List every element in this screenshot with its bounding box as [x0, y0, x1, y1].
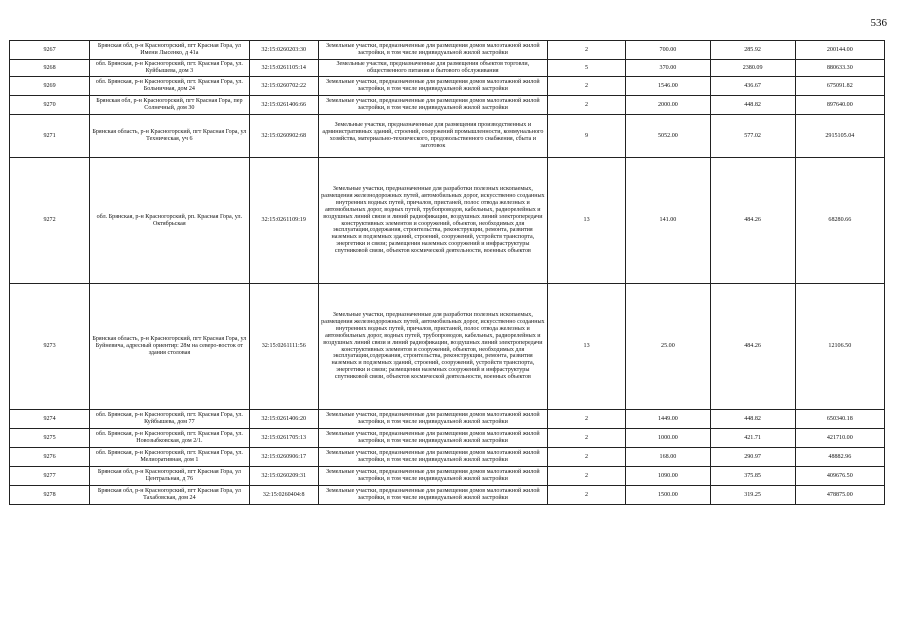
land-use-cell: Земельные участки, предназначенные для размещения домов малоэтажной жилой застройки, в том числе индивидуальной жилой застройки	[318, 448, 547, 467]
cadastral-number-cell: 32:15:0261109:19	[249, 158, 318, 284]
cadastral-cost-cell: 650340.18	[795, 410, 884, 429]
row-number: 9271	[10, 115, 90, 158]
cadastral-number-cell: 32:15:0260906:17	[249, 448, 318, 467]
group-cell: 9	[547, 115, 625, 158]
table-row	[10, 410, 885, 429]
rate-cell: 2380.09	[710, 60, 795, 77]
cadastral-number-cell: 32:15:0260702:22	[249, 77, 318, 96]
area-cell: 25.00	[626, 284, 710, 410]
area-cell: 168.00	[626, 448, 710, 467]
land-use-cell: Земельные участки, предназначенные для размещения производственных и административных зданий, строений, сооружений промышленности, коммунального хозяйства, материально-технического, продовольственного снабжения, сбыта и заготовок	[318, 115, 547, 158]
row-number: 9278	[10, 486, 90, 505]
table-row	[10, 486, 885, 505]
area-cell: 5052.00	[626, 115, 710, 158]
table-row	[10, 77, 885, 96]
group-cell: 5	[547, 60, 625, 77]
row-number: 9268	[10, 60, 90, 77]
rate-cell: 448.82	[710, 96, 795, 115]
row-number: 9272	[10, 158, 90, 284]
table-row	[10, 284, 885, 410]
address-cell: обл. Брянская, р-н Красногорский, рп. Красная Гора, ул. Октябрьская	[90, 158, 250, 284]
cadastral-cost-cell: 68280.66	[795, 158, 884, 284]
address-cell: Брянская обл, р-н Красногорский, пгт Красная Гора, ул Тахабовская, дом 24	[90, 486, 250, 505]
table-row	[10, 41, 885, 60]
land-use-cell: Земельные участки, предназначенные для размещения домов малоэтажной жилой застройки, в том числе индивидуальной жилой застройки	[318, 467, 547, 486]
table-row	[10, 115, 885, 158]
group-cell: 2	[547, 467, 625, 486]
row-number: 9269	[10, 77, 90, 96]
table-row	[10, 158, 885, 284]
address-cell: обл. Брянская, р-н Красногорский, пгт. Красная Гора, ул. Больничная, дом 24	[90, 77, 250, 96]
land-use-cell: Земельные участки, предназначенные для размещения домов малоэтажной жилой застройки, в том числе индивидуальной жилой застройки	[318, 429, 547, 448]
table-row	[10, 429, 885, 448]
rate-cell: 421.71	[710, 429, 795, 448]
cadastral-cost-cell: 12106.50	[795, 284, 884, 410]
cadastral-cost-cell: 897640.00	[795, 96, 884, 115]
land-use-cell: Земельные участки, предназначенные для размещения домов малоэтажной жилой застройки, в том числе индивидуальной жилой застройки	[318, 77, 547, 96]
group-cell: 13	[547, 158, 625, 284]
table-row	[10, 60, 885, 77]
row-number: 9274	[10, 410, 90, 429]
land-use-cell: Земельные участки, предназначенные для размещения домов малоэтажной жилой застройки, в том числе индивидуальной жилой застройки	[318, 41, 547, 60]
row-number: 9275	[10, 429, 90, 448]
area-cell: 1449.00	[626, 410, 710, 429]
address-cell: Брянская обл, р-н Красногорский, пгт Красная Гора, ул Центральная, д 76	[90, 467, 250, 486]
address-cell: обл. Брянская, р-н Красногорский, пгт. Красная Гора, ул. Куйбышева, дом 3	[90, 60, 250, 77]
address-cell: Брянская обл, р-н Красногорский, пгт Красная Гора, ул Имени Лысенко, д 41а	[90, 41, 250, 60]
area-cell: 700.00	[626, 41, 710, 60]
cadastral-cost-cell: 478875.00	[795, 486, 884, 505]
row-number: 9273	[10, 284, 90, 410]
area-cell: 1546.00	[626, 77, 710, 96]
rate-cell: 319.25	[710, 486, 795, 505]
group-cell: 13	[547, 284, 625, 410]
table-row	[10, 96, 885, 115]
address-cell: Брянская область, р-н Красногорский, пгт Красная Гора, ул Буйневича, адресный ориентир: 28м на северо-восток от здания столовая	[90, 284, 250, 410]
area-cell: 2000.00	[626, 96, 710, 115]
row-number: 9267	[10, 41, 90, 60]
cadastral-cost-cell: 48882.96	[795, 448, 884, 467]
address-cell: Брянская обл, р-н Красногорский, пгт Красная Гора, пер Солнечный, дом 30	[90, 96, 250, 115]
page-number: 536	[870, 17, 887, 29]
group-cell: 2	[547, 77, 625, 96]
area-cell: 1000.00	[626, 429, 710, 448]
cadastral-number-cell: 32:15:0260902:68	[249, 115, 318, 158]
group-cell: 2	[547, 429, 625, 448]
area-cell: 1090.00	[626, 467, 710, 486]
cadastral-number-cell: 32:15:0261705:13	[249, 429, 318, 448]
area-cell: 141.00	[626, 158, 710, 284]
land-use-cell: Земельные участки, предназначенные для разработки полезных ископаемых, размещения железнодорожных путей, автомобильных дорог, искусственно созданных внутренних водных путей, причалов, пристаней, полос отвода железных и автомобильных дорог, водных путей, трубопроводов, кабельных, радиорелейных и воздушных линий связи и линий радиофикации, воздушных линий электропередачи конструктивных элементов и сооружений, объектов, необходимых для эксплуатации,содержания, строительства, реконструкции, ремонта, развития наземных и подземных зданий, строений, сооружений, устройств транспорта, энергетики и связи; размещения наземных сооружений и инфраструктуры спутниковой связи, объектов космической деятельности, военных объектов	[318, 158, 547, 284]
cadastral-number-cell: 32:15:0261406:66	[249, 96, 318, 115]
cadastral-number-cell: 32:15:0260404:8	[249, 486, 318, 505]
cadastral-cost-cell: 880633.30	[795, 60, 884, 77]
row-number: 9277	[10, 467, 90, 486]
land-use-cell: Земельные участки, предназначенные для размещения домов малоэтажной жилой застройки, в том числе индивидуальной жилой застройки	[318, 486, 547, 505]
rate-cell: 577.02	[710, 115, 795, 158]
land-use-cell: Земельные участки, предназначенные для разработки полезных ископаемых, размещения железнодорожных путей, автомобильных дорог, искусственно созданных внутренних водных путей, причалов, пристаней, полос отвода железных и автомобильных дорог, водных путей, трубопроводов, кабельных, радиорелейных и воздушных линий связи и линий радиофикации, воздушных линий электропередачи конструктивных элементов и сооружений, объектов, необходимых для эксплуатации,содержания, строительства, реконструкции, ремонта, развития наземных и подземных зданий, строений, сооружений, устройств транспорта, энергетики и связи; размещения наземных сооружений и инфраструктуры спутниковой связи, объектов космической деятельности, военных объектов	[318, 284, 547, 410]
row-number: 9276	[10, 448, 90, 467]
cadastral-cost-cell: 2915105.04	[795, 115, 884, 158]
cadastral-number-cell: 32:15:0261406:20	[249, 410, 318, 429]
group-cell: 2	[547, 448, 625, 467]
area-cell: 370.00	[626, 60, 710, 77]
land-use-cell: Земельные участки, предназначенные для размещения домов малоэтажной жилой застройки, в том числе индивидуальной жилой застройки	[318, 410, 547, 429]
row-number: 9270	[10, 96, 90, 115]
group-cell: 2	[547, 96, 625, 115]
cadastral-cost-cell: 409676.50	[795, 467, 884, 486]
cadastral-cost-cell: 200144.00	[795, 41, 884, 60]
address-cell: обл. Брянская, р-н Красногорский, пгт. Красная Гора, ул. Новозыбковская, дом 2/1.	[90, 429, 250, 448]
cadastral-number-cell: 32:15:0261111:56	[249, 284, 318, 410]
rate-cell: 484.26	[710, 284, 795, 410]
rate-cell: 375.85	[710, 467, 795, 486]
address-cell: обл. Брянская, р-н Красногорский, пгт. Красная Гора, ул. Мелиоративная, дом 1	[90, 448, 250, 467]
address-cell: Брянская область, р-н Красногорский, пгт Красная Гора, ул Техническая, уч 6	[90, 115, 250, 158]
rate-cell: 285.92	[710, 41, 795, 60]
land-registry-table	[9, 40, 885, 505]
group-cell: 2	[547, 410, 625, 429]
cadastral-cost-cell: 421710.00	[795, 429, 884, 448]
cadastral-number-cell: 32:15:0260209:31	[249, 467, 318, 486]
cadastral-number-cell: 32:15:0261105:14	[249, 60, 318, 77]
group-cell: 2	[547, 486, 625, 505]
table-row	[10, 467, 885, 486]
land-use-cell: Земельные участки, предназначенные для размещения домов малоэтажной жилой застройки, в том числе индивидуальной жилой застройки	[318, 96, 547, 115]
cadastral-cost-cell: 675091.82	[795, 77, 884, 96]
group-cell: 2	[547, 41, 625, 60]
rate-cell: 436.67	[710, 77, 795, 96]
address-cell: обл. Брянская, р-н Красногорский, пгт. Красная Гора, ул. Куйбышева, дом 77	[90, 410, 250, 429]
cadastral-number-cell: 32:15:0260203:30	[249, 41, 318, 60]
area-cell: 1500.00	[626, 486, 710, 505]
land-use-cell: Земельные участки, предназначенные для размещения объектов торговли, общественного питания и бытового обслуживания	[318, 60, 547, 77]
rate-cell: 484.26	[710, 158, 795, 284]
rate-cell: 448.82	[710, 410, 795, 429]
rate-cell: 290.97	[710, 448, 795, 467]
table-row	[10, 448, 885, 467]
